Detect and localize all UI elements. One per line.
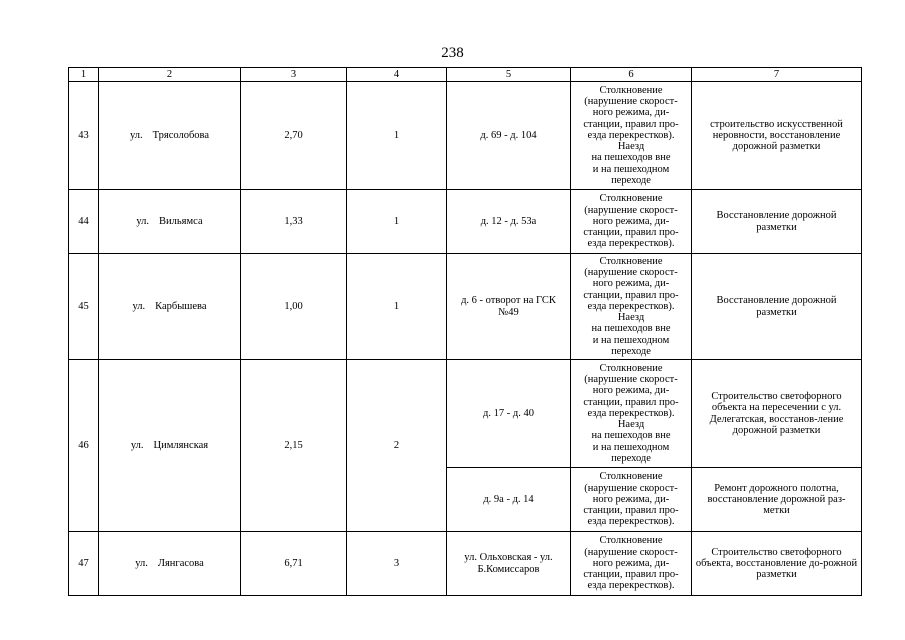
accident-cause-line: ного режима, ди-	[592, 493, 670, 505]
column-header: 3	[241, 68, 347, 82]
accident-cause-line: (нарушение скорост-	[584, 374, 678, 386]
accident-cause-line: станции, правил про-	[583, 396, 679, 408]
table-row	[69, 532, 862, 596]
street-prefix: ул.	[130, 439, 144, 451]
accident-cause-line: (нарушение скорост-	[584, 204, 678, 216]
accident-cause-line: станции, правил про-	[583, 227, 679, 239]
table-row	[69, 254, 862, 360]
accident-cause-line: и на пешеходном	[592, 163, 670, 175]
accident-cause-line: на пешеходов вне	[591, 152, 671, 164]
accident-cause-line: Столкновение	[599, 535, 663, 547]
accident-cause-line: Столкновение	[599, 85, 663, 97]
road-section: д. 17 - д. 40	[447, 360, 571, 468]
accident-cause-line: ного режима, ди-	[592, 215, 670, 227]
table-row	[69, 82, 862, 190]
street-prefix: ул.	[129, 129, 143, 141]
accident-cause	[571, 254, 692, 360]
street-name: Цимлянская	[153, 439, 209, 451]
accident-cause-line: ного режима, ди-	[592, 385, 670, 397]
accident-cause-line: Наезд	[617, 419, 645, 431]
road-section: д. 69 - д. 104	[447, 82, 571, 190]
column-header: 1	[69, 68, 99, 82]
accident-cause-line: езда перекрестков).	[587, 300, 675, 312]
accident-cause-line: переходе	[611, 452, 651, 464]
planned-measures: Строительство светофорного объекта, восстановление до-рожной разметки	[692, 532, 862, 596]
accident-cause-line: (нарушение скорост-	[584, 482, 678, 494]
planned-measures: строительство искусственной неровности, восстановление дорожной разметки	[692, 82, 862, 190]
planned-measures: Ремонт дорожного полотна, восстановление дорожной раз-метки	[692, 468, 862, 532]
accident-cause-line: переходе	[611, 345, 651, 357]
planned-measures: Восстановление дорожной разметки	[692, 190, 862, 254]
column-header: 6	[571, 68, 692, 82]
row-number: 46	[69, 360, 99, 532]
accident-cause-line: на пешеходов вне	[591, 323, 671, 335]
accident-cause-line: Столкновение	[599, 256, 663, 268]
accident-cause	[571, 82, 692, 190]
street-prefix: ул.	[136, 215, 150, 227]
column-header: 2	[99, 68, 241, 82]
header-row	[69, 68, 862, 82]
column-header: 4	[347, 68, 447, 82]
street-name-cell	[99, 82, 241, 190]
accident-sites-table	[68, 67, 862, 596]
accident-cause	[571, 532, 692, 596]
accident-cause-line: ного режима, ди-	[592, 278, 670, 290]
accident-cause-line: Столкновение	[599, 193, 663, 205]
street-name: Трясолобова	[152, 129, 210, 141]
accident-cause-line: на пешеходов вне	[591, 430, 671, 442]
accident-cause-line: езда перекрестков).	[587, 516, 675, 528]
row-number: 45	[69, 254, 99, 360]
accident-cause-line: (нарушение скорост-	[584, 96, 678, 108]
table-body	[69, 68, 862, 596]
accident-cause-line: переходе	[611, 174, 651, 186]
row-number: 44	[69, 190, 99, 254]
street-name-cell	[99, 532, 241, 596]
accident-cause-line: станции, правил про-	[583, 569, 679, 581]
accident-cause-line: (нарушение скорост-	[584, 546, 678, 558]
road-section: ул. Ольховская - ул. Б.Комиссаров	[447, 532, 571, 596]
accident-cause-line: и на пешеходном	[592, 334, 670, 346]
table-row	[69, 190, 862, 254]
planned-measures: Строительство светофорного объекта на пересечении с ул. Делегатская, восстанов-ление дорожной разметки	[692, 360, 862, 468]
accident-count: 2	[347, 360, 447, 532]
accident-cause-line: езда перекрестков).	[587, 238, 675, 250]
row-number: 43	[69, 82, 99, 190]
page-number: 238	[441, 45, 464, 61]
length-value: 6,71	[241, 532, 347, 596]
length-value: 1,33	[241, 190, 347, 254]
accident-cause-line: (нарушение скорост-	[584, 267, 678, 279]
accident-cause	[571, 468, 692, 532]
accident-cause-line: езда перекрестков).	[587, 407, 675, 419]
street-prefix: ул.	[135, 557, 148, 569]
accident-cause	[571, 190, 692, 254]
street-name-cell	[99, 190, 241, 254]
column-header: 5	[447, 68, 571, 82]
street-name: Карбышева	[155, 300, 207, 312]
accident-count: 3	[347, 532, 447, 596]
length-value: 2,15	[241, 360, 347, 532]
table-row	[69, 360, 862, 468]
accident-cause-line: ного режима, ди-	[592, 557, 670, 569]
accident-cause	[571, 360, 692, 468]
accident-cause-line: станции, правил про-	[583, 118, 679, 130]
road-section: д. 6 - отворот на ГСК №49	[447, 254, 571, 360]
accident-cause-line: Наезд	[617, 141, 645, 153]
accident-cause-line: Столкновение	[599, 363, 663, 375]
length-value: 2,70	[241, 82, 347, 190]
street-name: Вильямса	[159, 215, 203, 227]
street-name-cell	[99, 254, 241, 360]
road-section: д. 9а - д. 14	[447, 468, 571, 532]
street-name: Лянгасова	[157, 557, 204, 569]
street-name-cell	[99, 360, 241, 532]
accident-cause-line: и на пешеходном	[592, 441, 670, 453]
road-section: д. 12 - д. 53а	[447, 190, 571, 254]
accident-count: 1	[347, 82, 447, 190]
accident-cause-line: станции, правил про-	[583, 289, 679, 301]
accident-cause-line: Столкновение	[599, 471, 663, 483]
street-prefix: ул.	[132, 300, 146, 312]
accident-cause-line: езда перекрестков).	[587, 580, 675, 592]
planned-measures: Восстановление дорожной разметки	[692, 254, 862, 360]
length-value: 1,00	[241, 254, 347, 360]
accident-cause-line: езда перекрестков).	[587, 129, 675, 141]
accident-count: 1	[347, 254, 447, 360]
row-number: 47	[69, 532, 99, 596]
accident-cause-line: Наезд	[617, 312, 645, 324]
column-header: 7	[692, 68, 862, 82]
accident-cause-line: ного режима, ди-	[592, 107, 670, 119]
accident-count: 1	[347, 190, 447, 254]
accident-cause-line: станции, правил про-	[583, 505, 679, 517]
